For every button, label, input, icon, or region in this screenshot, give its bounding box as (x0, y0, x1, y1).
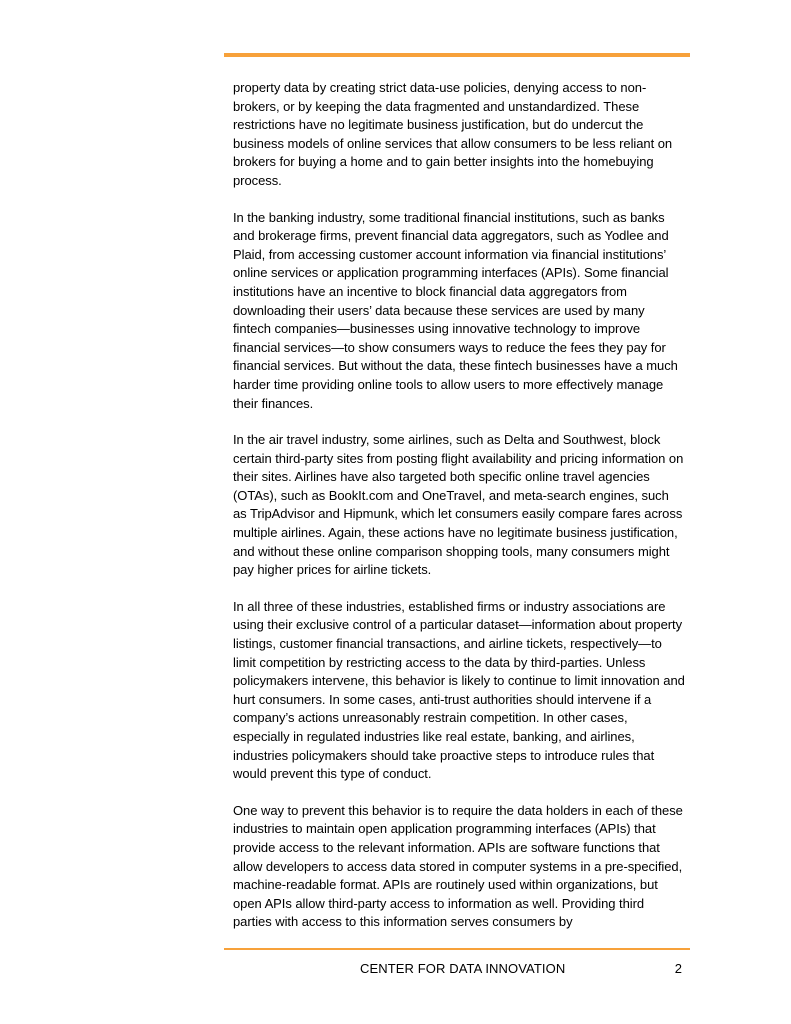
paragraph-real-estate-continued: property data by creating strict data-use policies, denying access to non-brokers, or by keeping the data fragmented and unstandardized. These restrictions have no legitimate business justification, but do undercut the business models of online services that allow consumers to be less reliant on brokers for buying a home and to gain better insights into the homebuying process. (233, 80, 673, 188)
page-number: 2 (674, 961, 682, 976)
paragraph-open-apis: One way to prevent this behavior is to require the data holders in each of these industries to maintain open application programming interfaces (APIs) that provide access to the relevant information. APIs are software functions that allow developers to access data stored in computer systems in a pre-specified, machine-readable format. APIs are routinely used within organizations, but open APIs allow third-party access to information as well. Providing third parties with access to this information serves consumers by (233, 802, 683, 930)
paragraph-all-three-industries: In all three of these industries, established firms or industry associations are using their exclusive control of a particular dataset—information about property listings, customer financial transactions, and airline tickets, respectively—to limit competition by restricting access to the data by third-parties. Unless policymakers intervene, this behavior is likely to continue to limit innovation and hurt consumers. In some cases, anti-trust authorities should intervene if a company’s actions unreasonably restrain competition. In other cases, especially in regulated industries like real estate, banking, and airlines, industries policymakers should take proactive steps to introduce rules that would prevent this type of conduct. (233, 598, 685, 782)
body-text (233, 79, 685, 950)
footer-rule (224, 948, 690, 950)
paragraph-air-travel: In the air travel industry, some airlines, such as Delta and Southwest, block certain third-party sites from posting flight availability and pricing information on their sites. Airlines have also targeted both specific online travel agencies (OTAs), such as BookIt.com and OneTravel, and meta-search engines, such as TripAdvisor and Hipmunk, which let consumers easily compare fares across multiple airlines. Again, these actions have no legitimate business justification, and without these online comparison shopping tools, many consumers might pay higher prices for airline tickets. (233, 432, 684, 578)
footer-organization: CENTER FOR DATA INNOVATION (360, 961, 566, 976)
header-rule (224, 53, 690, 57)
page-footer (224, 961, 690, 979)
paragraph-banking: In the banking industry, some traditional financial institutions, such as banks and brokerage firms, prevent financial data aggregators, such as Yodlee and Plaid, from accessing customer account information via financial institutions’ online services or application programming interfaces (APIs). Some financial institutions have an incentive to block financial data aggregators from downloading their users’ data because these services are used by many fintech companies—businesses using innovative technology to improve financial services—to show consumers ways to reduce the fees they pay for financial services. But without the data, these fintech businesses have a much harder time providing online tools to allow users to more effectively manage their finances. (233, 209, 678, 411)
